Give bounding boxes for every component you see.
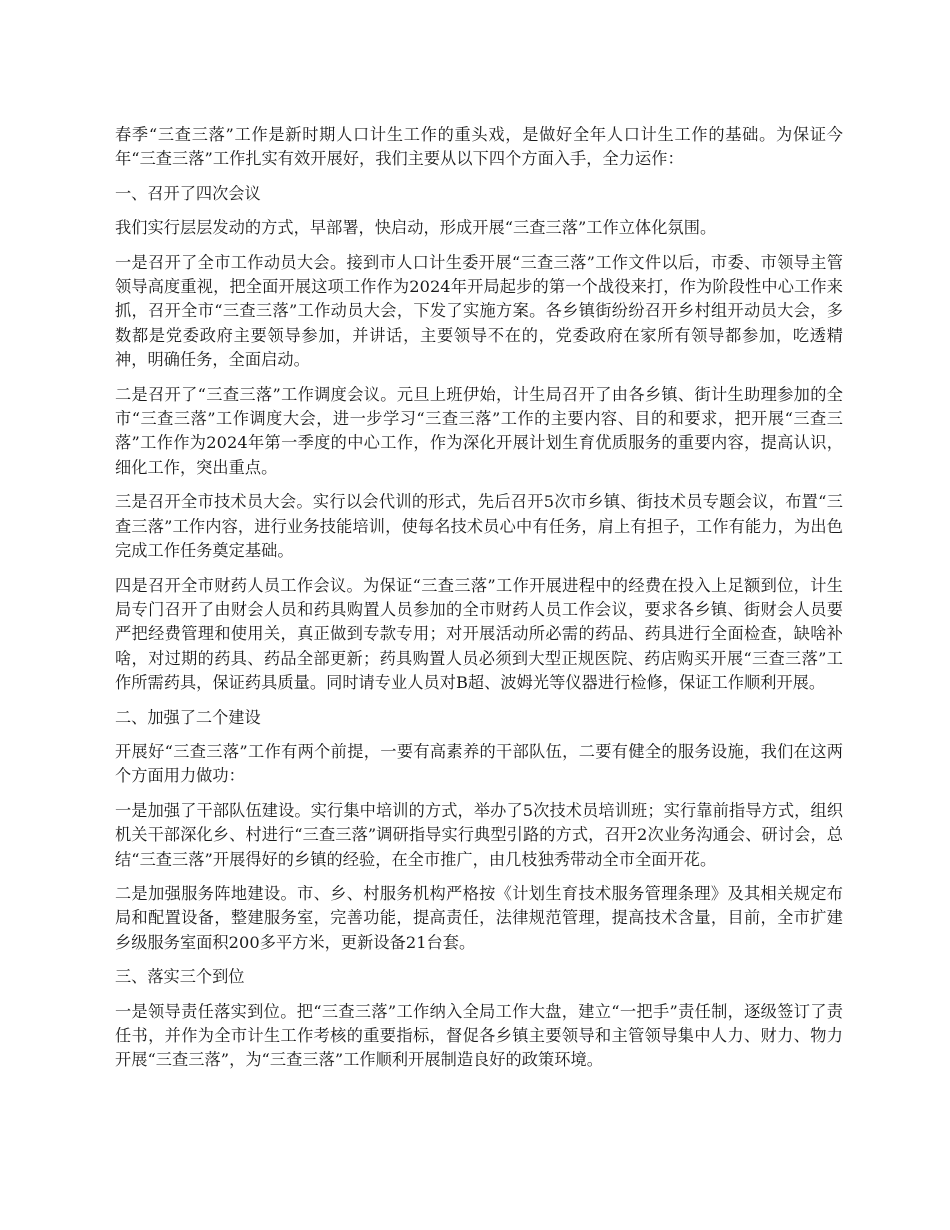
paragraph-finance-meeting: 四是召开全市财药人员工作会议。为保证“三查三落”工作开展进程中的经费在投入上足额到位，计生局专门召开了由财会人员和药具购置人员参加的全市财药人员工作会议，要求各乡镇、街财会人员要严把经费管理和使用关，真正做到专款专用；对开展活动所必需的药品、药具进行全面检查，缺啥补啥，对过期的药具、药品全部更新；药具购置人员必须到大型正规医院、药店购买开展“三查三落”工作所需药具，保证药具质量。同时请专业人员对B超、波姆光等仪器进行检修，保证工作顺利开展。 xyxy=(115,575,843,693)
intro-paragraph: 春季“三查三落”工作是新时期人口计生工作的重头戏，是做好全年人口计生工作的基础。为保证今年“三查三落”工作扎实有效开展好，我们主要从以下四个方面入手，全力运作： xyxy=(115,125,843,169)
paragraph-scheduling-meeting: 二是召开了“三查三落”工作调度会议。元旦上班伊始，计生局召开了由各乡镇、街计生助理参加的全市“三查三落”工作调度大会，进一步学习“三查三落”工作的主要内容、目的和要求，把开展“三查三落”工作作为2024年第一季度的中心工作，作为深化开展计划生育优质服务的重要内容，提高认识，细化工作，突出重点。 xyxy=(115,384,843,477)
paragraph-technician-meeting: 三是召开全市技术员大会。实行以会代训的形式，先后召开5次市乡镇、街技术员专题会议，布置“三查三落”工作内容，进行业务技能培训，使每名技术员心中有任务，肩上有担子，工作有能力，为出色完成工作任务奠定基础。 xyxy=(115,492,843,561)
paragraph-mobilization-meeting: 一是召开了全市工作动员大会。接到市人口计生委开展“三查三落”工作文件以后，市委、市领导主管领导高度重视，把全面开展这项工作作为2024年开局起步的第一个战役来打，作为阶段性中心工作来抓，召开全市“三查三落”工作动员大会，下发了实施方案。各乡镇街纷纷召开乡村组开动员大会，多数都是党委政府主要领导参加，并讲话，主要领导不在的，党委政府在家所有领导都参加，吃透精神，明确任务，全面启动。 xyxy=(115,252,843,370)
section-heading-meetings: 一、召开了四次会议 xyxy=(115,183,261,203)
paragraph-cadre-building: 一是加强了干部队伍建设。实行集中培训的方式，举办了5次技术员培训班；实行靠前指导方式，组织机关干部深化乡、村进行“三查三落”调研指导实行典型引路的方式，召开2次业务沟通会、研讨会，总结“三查三落”开展得好的乡镇的经验，在全市推广，由几枝独秀带动全市全面开花。 xyxy=(115,800,843,869)
section-heading-construction: 二、加强了二个建设 xyxy=(115,707,261,727)
section-lead-construction: 开展好“三查三落”工作有两个前提，一要有高素养的干部队伍，二要有健全的服务设施，我们在这两个方面用力做功： xyxy=(115,741,843,786)
section-lead-meetings: 我们实行层层发动的方式，早部署，快启动，形成开展“三查三落”工作立体化氛围。 xyxy=(115,218,717,238)
document-body xyxy=(115,123,843,1083)
paragraph-leadership-responsibility: 一是领导责任落实到位。把“三查三落”工作纳入全局工作大盘，建立“一把手”责任制，逐级签订了责任书，并作为全市计生工作考核的重要指标，督促各乡镇主要领导和主管领导集中人力、财力、物力开展“三查三落”，为“三查三落”工作顺利开展制造良好的政策环境。 xyxy=(115,1001,843,1070)
section-heading-implementation: 三、落实三个到位 xyxy=(115,967,245,987)
paragraph-service-building: 二是加强服务阵地建设。市、乡、村服务机构严格按《计划生育技术服务管理条理》及其相关规定布局和配置设备，整建服务室，完善功能，提高责任，法律规范管理，提高技术含量，目前，全市扩建乡级服务室面积200多平方米，更新设备21台套。 xyxy=(115,883,843,952)
